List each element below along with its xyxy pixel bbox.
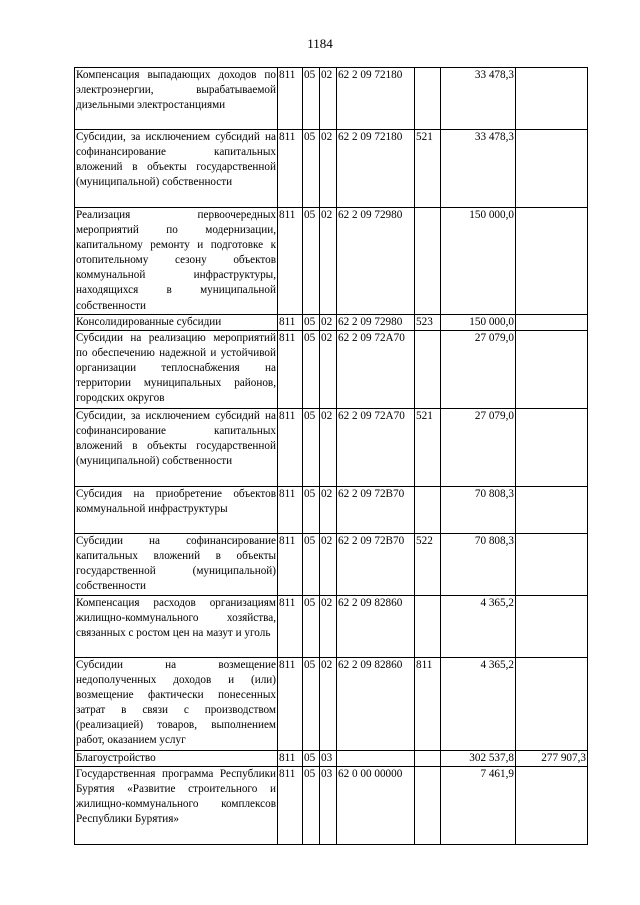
target-article-cell: 62 2 09 72В70 — [337, 533, 415, 595]
amount-second-cell — [516, 408, 588, 486]
target-article-cell: 62 0 00 00000 — [337, 766, 415, 844]
row-name-cell: Субсидия на приобретение объектов коммунальной инфраструктуры — [75, 486, 278, 533]
amount-second-cell — [516, 330, 588, 408]
target-article-cell: 62 2 09 82860 — [337, 595, 415, 657]
subsection-code-cell: 02 — [320, 595, 337, 657]
table-row — [75, 68, 588, 130]
subsection-code-cell: 02 — [320, 408, 337, 486]
budget-table — [74, 67, 588, 845]
amount-second-cell — [516, 130, 588, 208]
table-row — [75, 533, 588, 595]
amount-cell: 4 365,2 — [441, 657, 516, 750]
expense-type-cell: 522 — [415, 533, 441, 595]
subsection-code-cell: 02 — [320, 533, 337, 595]
amount-cell: 150 000,0 — [441, 208, 516, 315]
amount-cell: 70 808,3 — [441, 486, 516, 533]
amount-second-cell: 277 907,3 — [516, 750, 588, 766]
amount-second-cell — [516, 533, 588, 595]
row-name-cell: Субсидии на реализацию мероприятий по обеспечению надежной и устойчивой организации теплоснабжения на территории муниципальных районов, городских округов — [75, 330, 278, 408]
amount-cell: 302 537,8 — [441, 750, 516, 766]
row-name-cell: Субсидии на возмещение недополученных доходов и (или) возмещение фактически понесенных затрат в связи с производством (реализацией) товаров, выполнением работ, оказанием услуг — [75, 657, 278, 750]
expense-type-cell: 521 — [415, 408, 441, 486]
target-article-cell — [337, 750, 415, 766]
ministry-code-cell: 811 — [278, 330, 303, 408]
table-row — [75, 766, 588, 844]
section-code-cell: 05 — [303, 208, 320, 315]
ministry-code-cell: 811 — [278, 68, 303, 130]
amount-second-cell — [516, 486, 588, 533]
page-number: 1184 — [307, 36, 333, 51]
section-code-cell: 05 — [303, 750, 320, 766]
ministry-code-cell: 811 — [278, 533, 303, 595]
ministry-code-cell: 811 — [278, 766, 303, 844]
row-name-cell: Субсидии, за исключением субсидий на софинансирование капитальных вложений в объекты государственной (муниципальной) собственности — [75, 130, 278, 208]
subsection-code-cell: 02 — [320, 68, 337, 130]
expense-type-cell — [415, 330, 441, 408]
table-row — [75, 595, 588, 657]
section-code-cell: 05 — [303, 766, 320, 844]
ministry-code-cell: 811 — [278, 130, 303, 208]
subsection-code-cell: 02 — [320, 130, 337, 208]
budget-rows — [75, 68, 588, 845]
expense-type-cell — [415, 766, 441, 844]
amount-second-cell — [516, 766, 588, 844]
ministry-code-cell: 811 — [278, 486, 303, 533]
amount-cell: 33 478,3 — [441, 68, 516, 130]
expense-type-cell — [415, 68, 441, 130]
row-name-cell: Компенсация выпадающих доходов по электроэнергии, вырабатываемой дизельными электростанциями — [75, 68, 278, 130]
subsection-code-cell: 02 — [320, 657, 337, 750]
amount-cell: 27 079,0 — [441, 330, 516, 408]
section-code-cell: 05 — [303, 657, 320, 750]
amount-cell: 33 478,3 — [441, 130, 516, 208]
amount-second-cell — [516, 68, 588, 130]
amount-cell: 70 808,3 — [441, 533, 516, 595]
amount-second-cell — [516, 595, 588, 657]
section-code-cell: 05 — [303, 68, 320, 130]
ministry-code-cell: 811 — [278, 750, 303, 766]
row-name-cell: Субсидии, за исключением субсидий на софинансирование капитальных вложений в объекты государственной (муниципальной) собственности — [75, 408, 278, 486]
subsection-code-cell: 03 — [320, 750, 337, 766]
row-name-cell: Благоустройство — [75, 750, 278, 766]
table-row — [75, 208, 588, 315]
section-code-cell: 05 — [303, 408, 320, 486]
row-name-cell: Реализация первоочередных мероприятий по модернизации, капитальному ремонту и подготовке к отопительному сезону объектов коммунальной инфраструктуры, находящихся в муниципальной собственности — [75, 208, 278, 315]
section-code-cell: 05 — [303, 486, 320, 533]
section-code-cell: 05 — [303, 595, 320, 657]
section-code-cell: 05 — [303, 533, 320, 595]
table-row — [75, 130, 588, 208]
amount-second-cell — [516, 657, 588, 750]
subsection-code-cell: 02 — [320, 208, 337, 315]
expense-type-cell: 523 — [415, 314, 441, 330]
section-code-cell: 05 — [303, 130, 320, 208]
subsection-code-cell: 02 — [320, 486, 337, 533]
expense-type-cell — [415, 750, 441, 766]
ministry-code-cell: 811 — [278, 657, 303, 750]
table-row — [75, 408, 588, 486]
target-article-cell: 62 2 09 72980 — [337, 208, 415, 315]
amount-cell: 4 365,2 — [441, 595, 516, 657]
target-article-cell: 62 2 09 72В70 — [337, 486, 415, 533]
ministry-code-cell: 811 — [278, 595, 303, 657]
expense-type-cell — [415, 595, 441, 657]
row-name-cell: Государственная программа Республики Бурятия «Развитие строительного и жилищно-коммунального комплексов Республики Бурятия» — [75, 766, 278, 844]
ministry-code-cell: 811 — [278, 408, 303, 486]
amount-cell: 150 000,0 — [441, 314, 516, 330]
row-name-cell: Компенсация расходов организациям жилищно-коммунального хозяйства, связанных с ростом цен на мазут и уголь — [75, 595, 278, 657]
target-article-cell: 62 2 09 82860 — [337, 657, 415, 750]
target-article-cell: 62 2 09 72А70 — [337, 408, 415, 486]
amount-second-cell — [516, 314, 588, 330]
target-article-cell: 62 2 09 72А70 — [337, 330, 415, 408]
target-article-cell: 62 2 09 72180 — [337, 68, 415, 130]
table-row — [75, 314, 588, 330]
row-name-cell: Субсидии на софинансирование капитальных вложений в объекты государственной (муниципальной) собственности — [75, 533, 278, 595]
table-row — [75, 750, 588, 766]
subsection-code-cell: 02 — [320, 330, 337, 408]
expense-type-cell — [415, 486, 441, 533]
row-name-cell: Консолидированные субсидии — [75, 314, 278, 330]
ministry-code-cell: 811 — [278, 208, 303, 315]
table-row — [75, 657, 588, 750]
expense-type-cell: 521 — [415, 130, 441, 208]
amount-cell: 27 079,0 — [441, 408, 516, 486]
subsection-code-cell: 02 — [320, 314, 337, 330]
expense-type-cell: 811 — [415, 657, 441, 750]
ministry-code-cell: 811 — [278, 314, 303, 330]
target-article-cell: 62 2 09 72980 — [337, 314, 415, 330]
subsection-code-cell: 03 — [320, 766, 337, 844]
table-row — [75, 486, 588, 533]
section-code-cell: 05 — [303, 314, 320, 330]
target-article-cell: 62 2 09 72180 — [337, 130, 415, 208]
table-row — [75, 330, 588, 408]
section-code-cell: 05 — [303, 330, 320, 408]
amount-cell: 7 461,9 — [441, 766, 516, 844]
expense-type-cell — [415, 208, 441, 315]
amount-second-cell — [516, 208, 588, 315]
